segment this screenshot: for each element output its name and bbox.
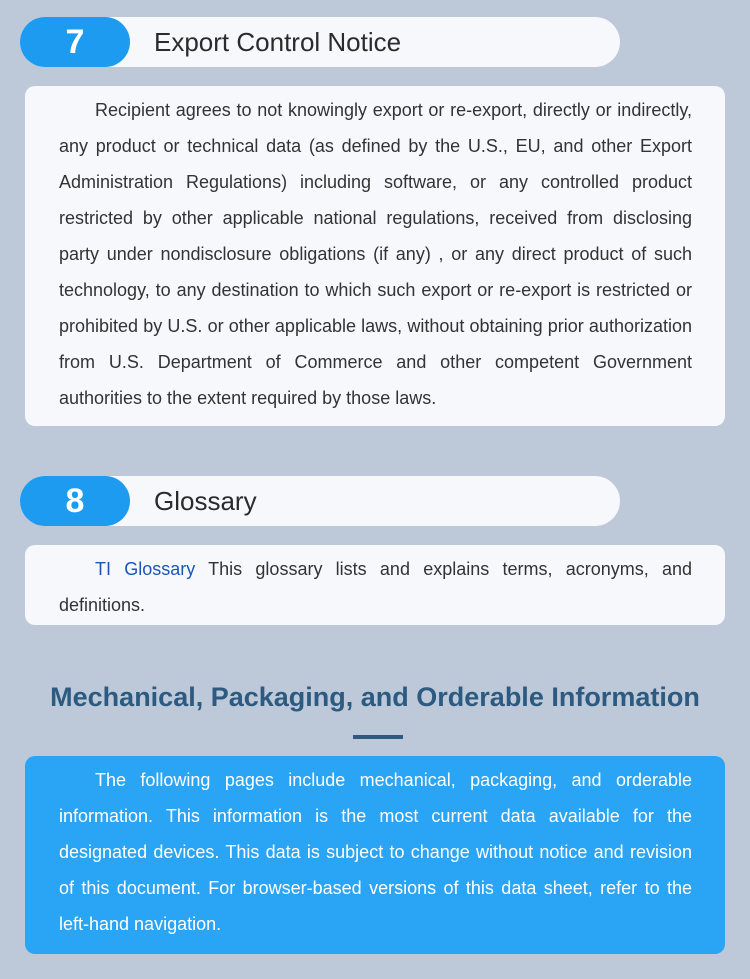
section-7-header bbox=[20, 17, 620, 67]
heading-underline bbox=[353, 735, 403, 739]
export-control-card bbox=[25, 86, 725, 426]
export-control-text: Recipient agrees to not knowingly export or re-export, directly or indirectly, any product or technical data (as defined by the U.S., EU, and other Export Administration Regulations) including software, or any controlled product restricted by other applicable national regulations, received from disclosing party under nondisclosure obligations (if any) , or any direct product of such technology, to any destination to which such export or re-export is restricted or prohibited by U.S. or other applicable laws, without obtaining prior authorization from U.S. Department of Commerce and other competent Government authorities to the extent required by those laws. bbox=[59, 100, 692, 408]
section-8-header bbox=[20, 476, 620, 526]
glossary-card bbox=[25, 545, 725, 625]
mechanical-info-text: The following pages include mechanical, packaging, and orderable information. This information is the most current data available for the designated devices. This data is subject to change without notice and revision of this document. For browser-based versions of this data sheet, refer to the left-hand navigation. bbox=[59, 770, 692, 934]
mechanical-info-card bbox=[25, 756, 725, 954]
section-number-badge: 8 bbox=[20, 476, 130, 526]
section-title: Glossary bbox=[154, 485, 257, 516]
ti-glossary-link[interactable]: TI Glossary bbox=[95, 559, 196, 579]
glossary-description: This glossary lists and explains terms, acronyms, and definitions. bbox=[59, 559, 693, 615]
mechanical-heading: Mechanical, Packaging, and Orderable Information bbox=[50, 682, 700, 712]
section-title: Export Control Notice bbox=[154, 26, 402, 57]
section-number-badge: 7 bbox=[20, 17, 130, 67]
glossary-text bbox=[59, 551, 692, 623]
